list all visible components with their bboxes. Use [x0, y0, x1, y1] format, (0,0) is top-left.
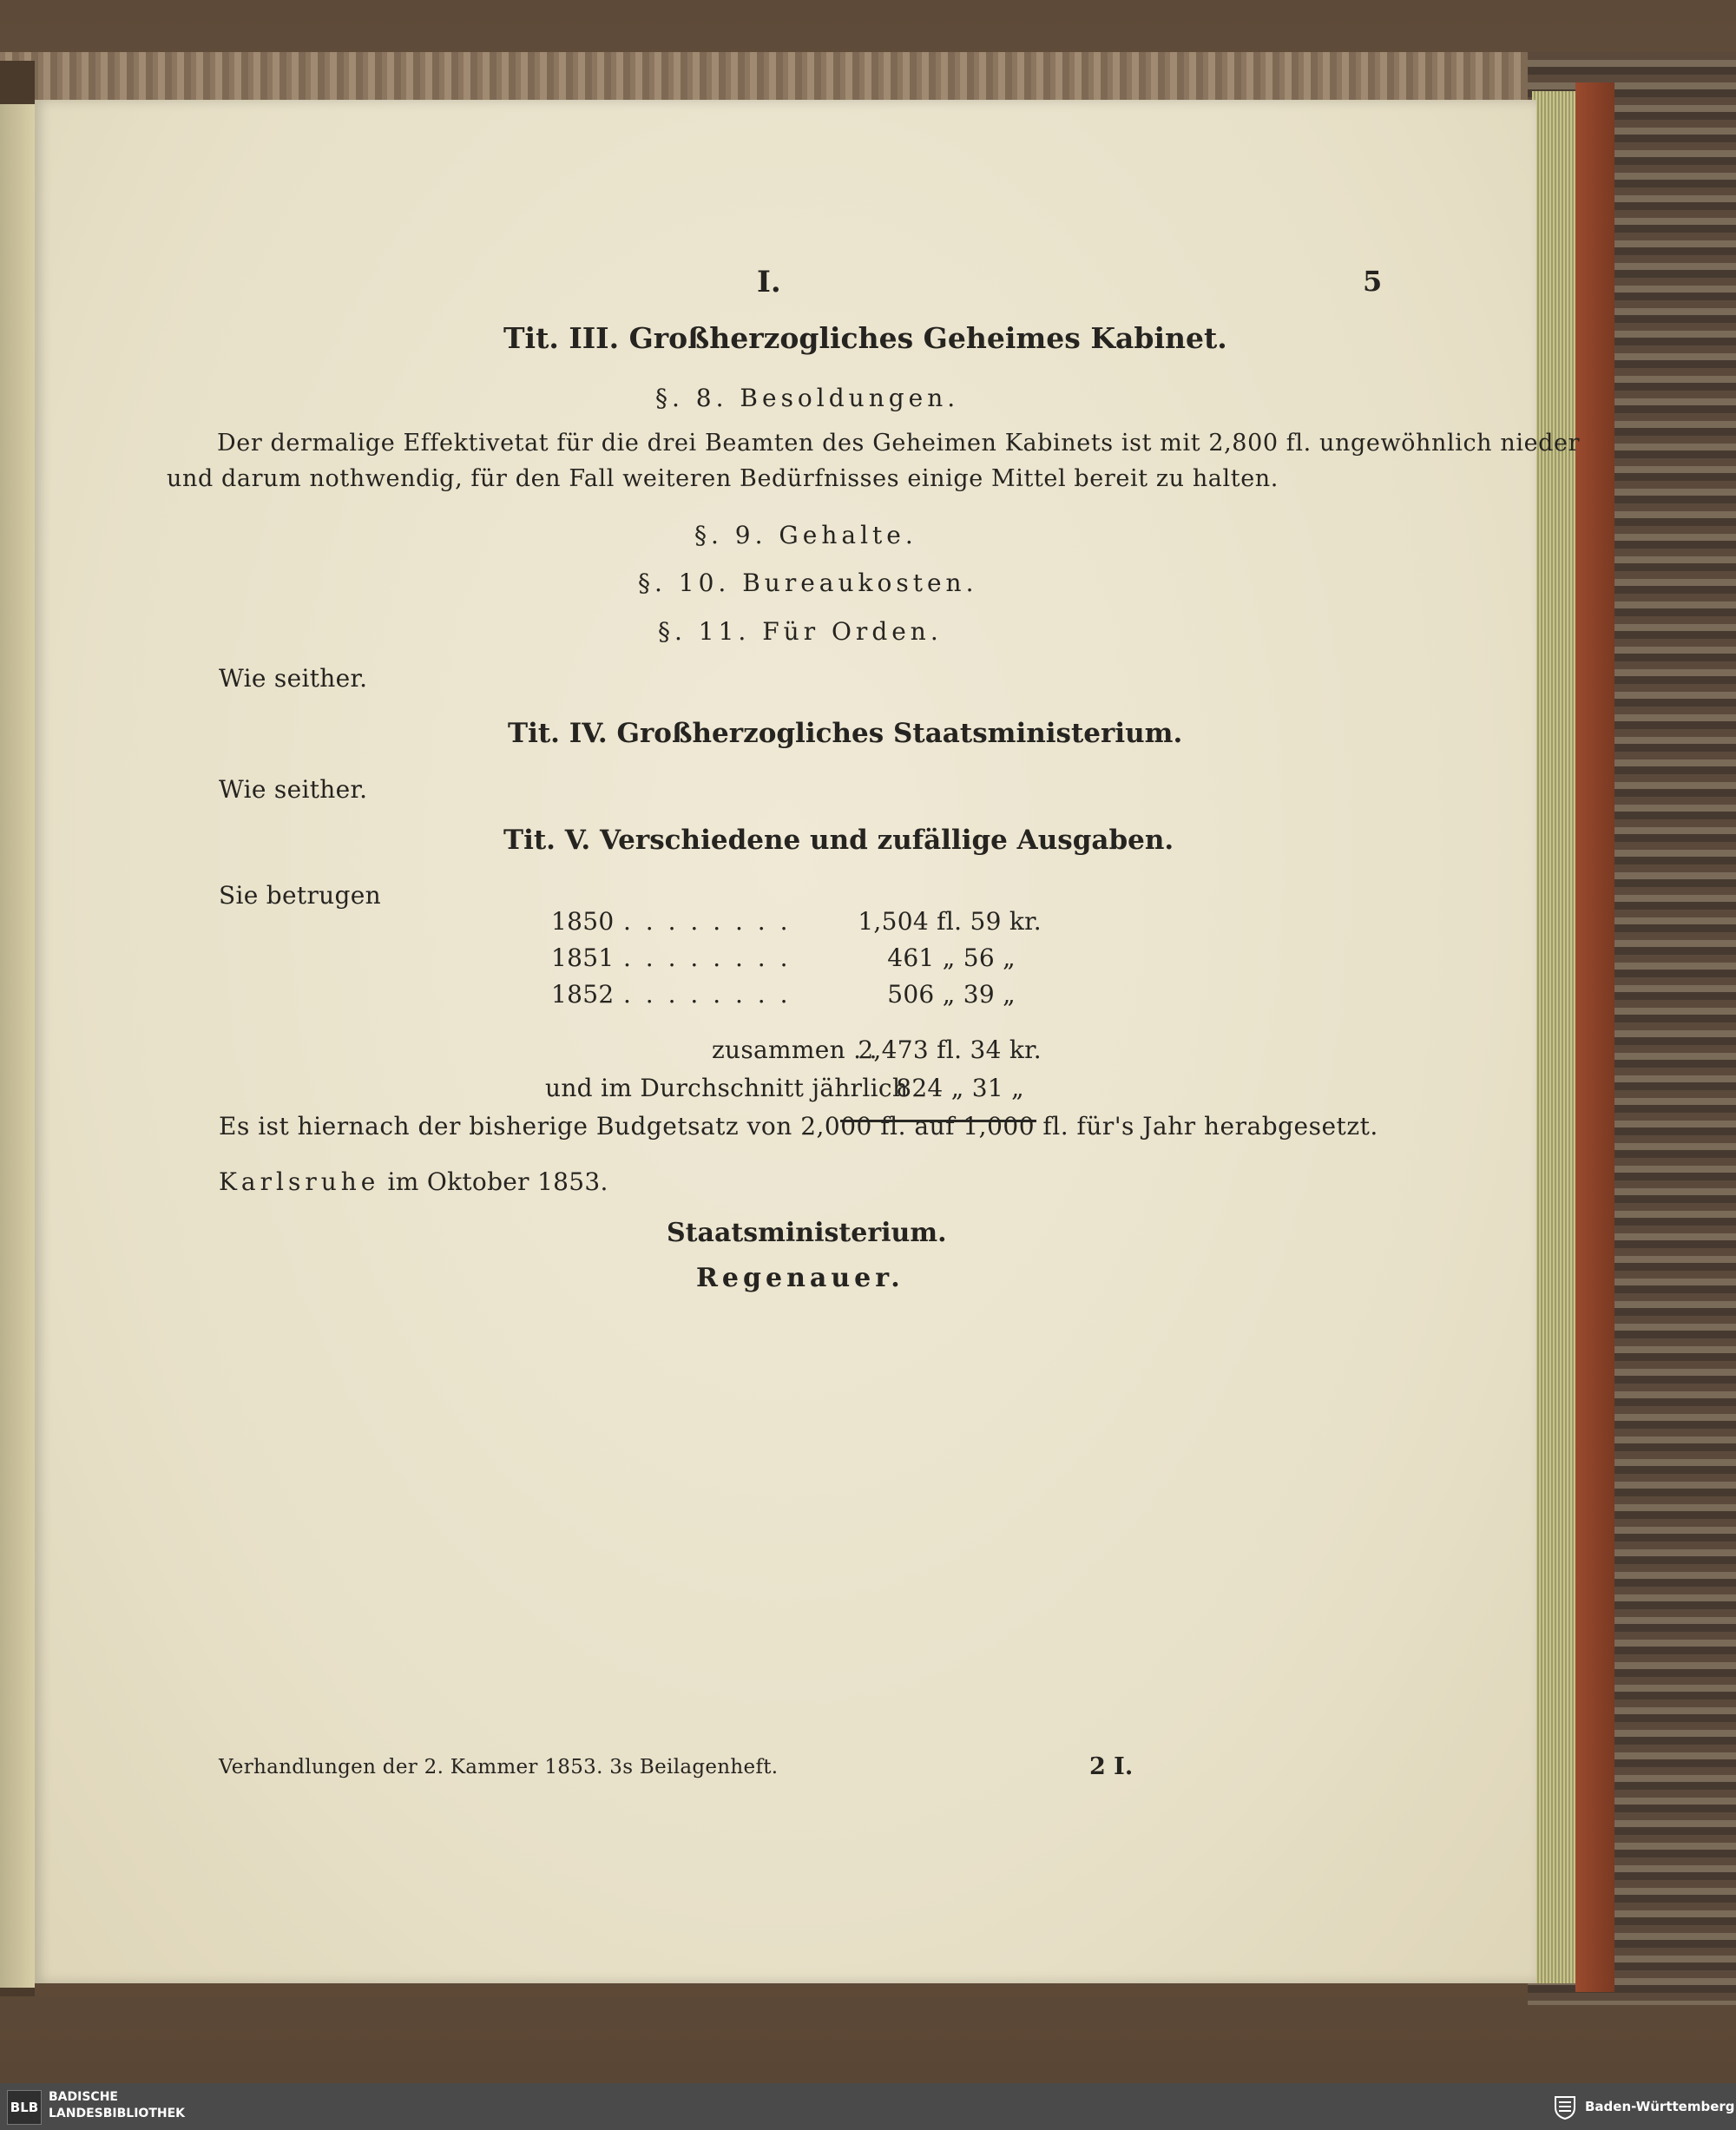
- blb-logo[interactable]: BLB: [7, 2090, 42, 2125]
- heading-par-11: §. 11. Für Orden.: [658, 617, 943, 646]
- heading-par-9: §. 9. Gehalte.: [694, 521, 917, 549]
- library-name-line-1: BADISCHE: [49, 2090, 118, 2104]
- sie-betrugen-label: Sie betrugen: [219, 881, 381, 910]
- row-amount: 506 „ 39 „: [887, 980, 1016, 1009]
- paragraph-line-2: und darum nothwendig, für den Fall weiteren Bedürfnisses einige Mittel bereit zu halten.: [167, 465, 1279, 492]
- signature-organization: Staatsministerium.: [667, 1218, 947, 1248]
- row-year: 1851: [551, 943, 615, 972]
- state-name: Baden-Württemberg: [1585, 2099, 1735, 2114]
- title-tit-iii: Tit. III. Großherzogliches Geheimes Kabinet.: [503, 321, 1227, 355]
- row-amount: 1,504 fl. 59 kr.: [858, 907, 1042, 936]
- title-tit-iv: Tit. IV. Großherzogliches Staatsministerium.: [508, 718, 1183, 749]
- document-page: [35, 100, 1581, 1983]
- section-mark: I.: [757, 265, 781, 299]
- place-name: Karlsruhe: [219, 1167, 380, 1196]
- viewer-footer-bar: [0, 2083, 1736, 2130]
- page-footer-right: 2 I.: [1089, 1753, 1134, 1780]
- title-tit-v: Tit. V. Verschiedene und zufällige Ausgaben.: [503, 825, 1174, 856]
- row-dots: . . . . . . . .: [623, 980, 792, 1009]
- place-date: [219, 1167, 608, 1196]
- heading-par-10: §. 10. Bureaukosten.: [638, 569, 978, 597]
- average-amount: 824 „ 31 „: [896, 1074, 1024, 1102]
- book-cover-top-edge: [0, 52, 1649, 104]
- page-block-edge: [1532, 91, 1575, 1983]
- row-dots: . . . . . . . .: [623, 943, 792, 972]
- wie-seither-2: Wie seither.: [219, 775, 368, 804]
- total-amount: 2,473 fl. 34 kr.: [858, 1035, 1042, 1064]
- page-number: 5: [1363, 265, 1383, 298]
- row-dots: . . . . . . . .: [623, 907, 792, 936]
- wie-seither-1: Wie seither.: [219, 664, 368, 693]
- row-amount: 461 „ 56 „: [887, 943, 1016, 972]
- signature-name: Regenauer.: [696, 1263, 904, 1293]
- row-year: 1850: [551, 907, 615, 936]
- left-page-edge: [0, 104, 35, 1988]
- library-name-line-2: LANDESBIBLIOTHEK: [49, 2107, 186, 2120]
- heading-par-8: §. 8. Besoldungen.: [655, 384, 960, 412]
- date-text: im Oktober 1853.: [387, 1167, 608, 1196]
- state-coat-of-arms-icon: [1554, 2094, 1576, 2120]
- average-label: und im Durchschnitt jährlich: [545, 1074, 909, 1102]
- total-label: zusammen . .: [712, 1035, 878, 1064]
- paragraph-line-1: Der dermalige Effektivetat für die drei Beamten des Geheimen Kabinets ist mit 2,800 fl. ungewöhnlich nieder: [217, 430, 1581, 457]
- conclusion-text: Es ist hiernach der bisherige Budgetsatz von 2,000 fl. auf 1,000 fl. für's Jahr herabgesetzt.: [219, 1112, 1378, 1141]
- page-footer-left: Verhandlungen der 2. Kammer 1853. 3s Beilagenheft.: [219, 1756, 779, 1778]
- book-cover-trim: [1575, 82, 1614, 1992]
- row-year: 1852: [551, 980, 615, 1009]
